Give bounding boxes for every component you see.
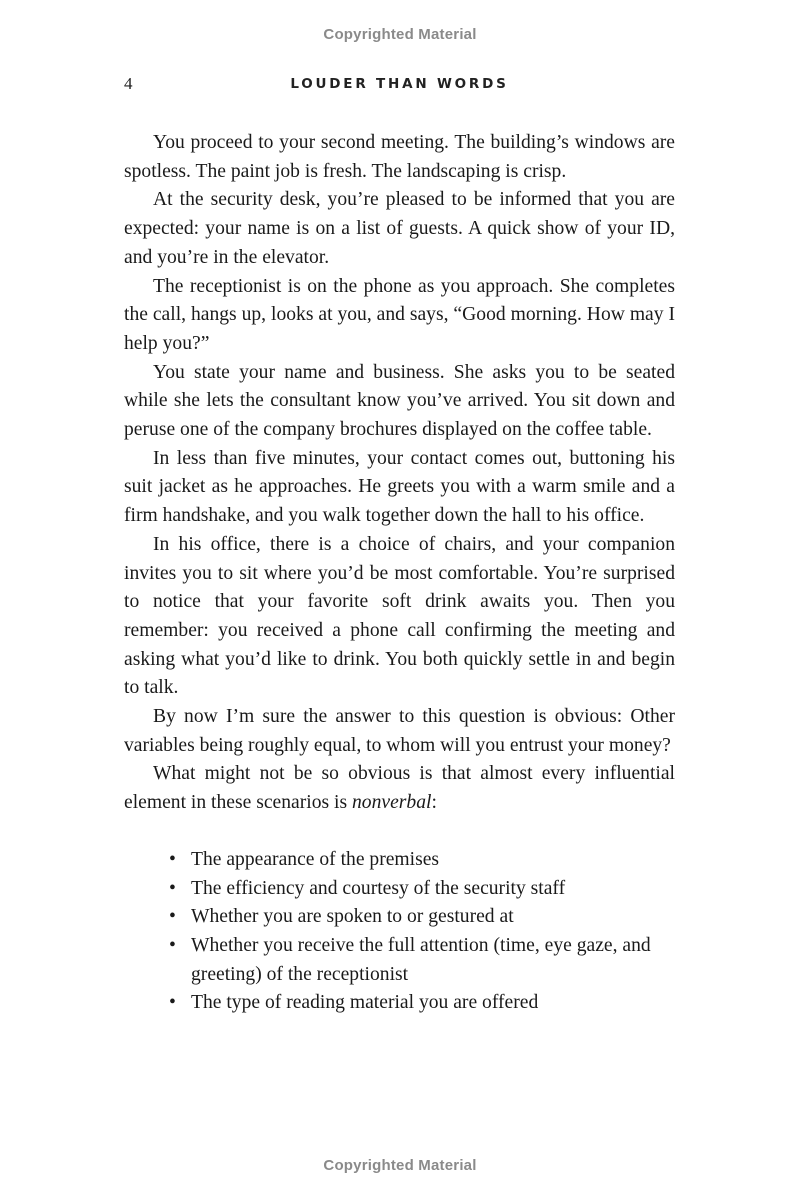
bullet-text: Whether you are spoken to or gestured at	[191, 906, 514, 928]
copyright-watermark-top: Copyrighted Material	[323, 26, 477, 43]
copyright-watermark-bottom: Copyrighted Material	[323, 1157, 477, 1174]
paragraph: The receptionist is on the phone as you approach. She completes the call, hangs up, looks at you, and says, “Good morning. How may I help you?”	[124, 275, 675, 354]
bullet-text: The appearance of the premises	[191, 848, 440, 870]
closing-paragraph	[124, 760, 675, 817]
bullet-dot-icon: •	[169, 848, 176, 870]
bullet-text: Whether you receive the full attention (time, eye gaze, and greeting) of the receptionist	[191, 934, 651, 985]
closing-suffix: :	[431, 792, 437, 814]
emphasis-nonverbal: nonverbal	[351, 792, 432, 814]
bullet-dot-icon: •	[169, 906, 176, 928]
bullet-text: The efficiency and courtesy of the security staff	[191, 877, 566, 899]
book-title: LOUDER THAN WORDS	[290, 76, 509, 92]
bullet-item	[169, 903, 675, 932]
bullet-item	[169, 875, 675, 904]
bullet-list	[124, 846, 675, 1018]
paragraph: At the security desk, you’re pleased to be informed that you are expected: your name is on a list of guests. A quick show of your ID, and you’re in the elevator.	[124, 189, 675, 268]
bullet-item	[169, 932, 675, 989]
bullet-dot-icon: •	[169, 934, 176, 956]
bullet-item	[169, 846, 675, 875]
bullet-dot-icon: •	[169, 992, 176, 1014]
paragraph: You state your name and business. She asks you to be seated while she lets the consultant know you’ve arrived. You sit down and peruse one of the company brochures displayed on the coffee table.	[124, 361, 675, 441]
page-number: 4	[124, 74, 133, 93]
paragraph: In less than five minutes, your contact comes out, buttoning his suit jacket as he approaches. He greets you with a warm smile and a firm handshake, and you walk together down the hall to his office.	[124, 447, 675, 527]
paragraph: You proceed to your second meeting. The building’s windows are spotless. The paint job is fresh. The landscaping is crisp.	[124, 132, 675, 182]
body-text	[124, 129, 675, 1018]
bullet-text: The type of reading material you are offered	[191, 992, 539, 1014]
bullet-item	[169, 989, 675, 1018]
bullet-dot-icon: •	[169, 877, 176, 899]
paragraph: By now I’m sure the answer to this question is obvious: Other variables being roughly equal, to whom will you entrust your money?	[124, 706, 675, 756]
paragraph: In his office, there is a choice of chairs, and your companion invites you to sit where you’d be most comfortable. You’re surprised to notice that your favorite soft drink awaits you. Then you remember: you received a phone call confirming the meeting and asking what you’d like to drink. You both quickly settle in and begin to talk.	[124, 533, 675, 699]
running-head	[124, 74, 675, 96]
closing-text: What might not be so obvious is that almost every influential element in these scenarios is	[124, 763, 675, 814]
